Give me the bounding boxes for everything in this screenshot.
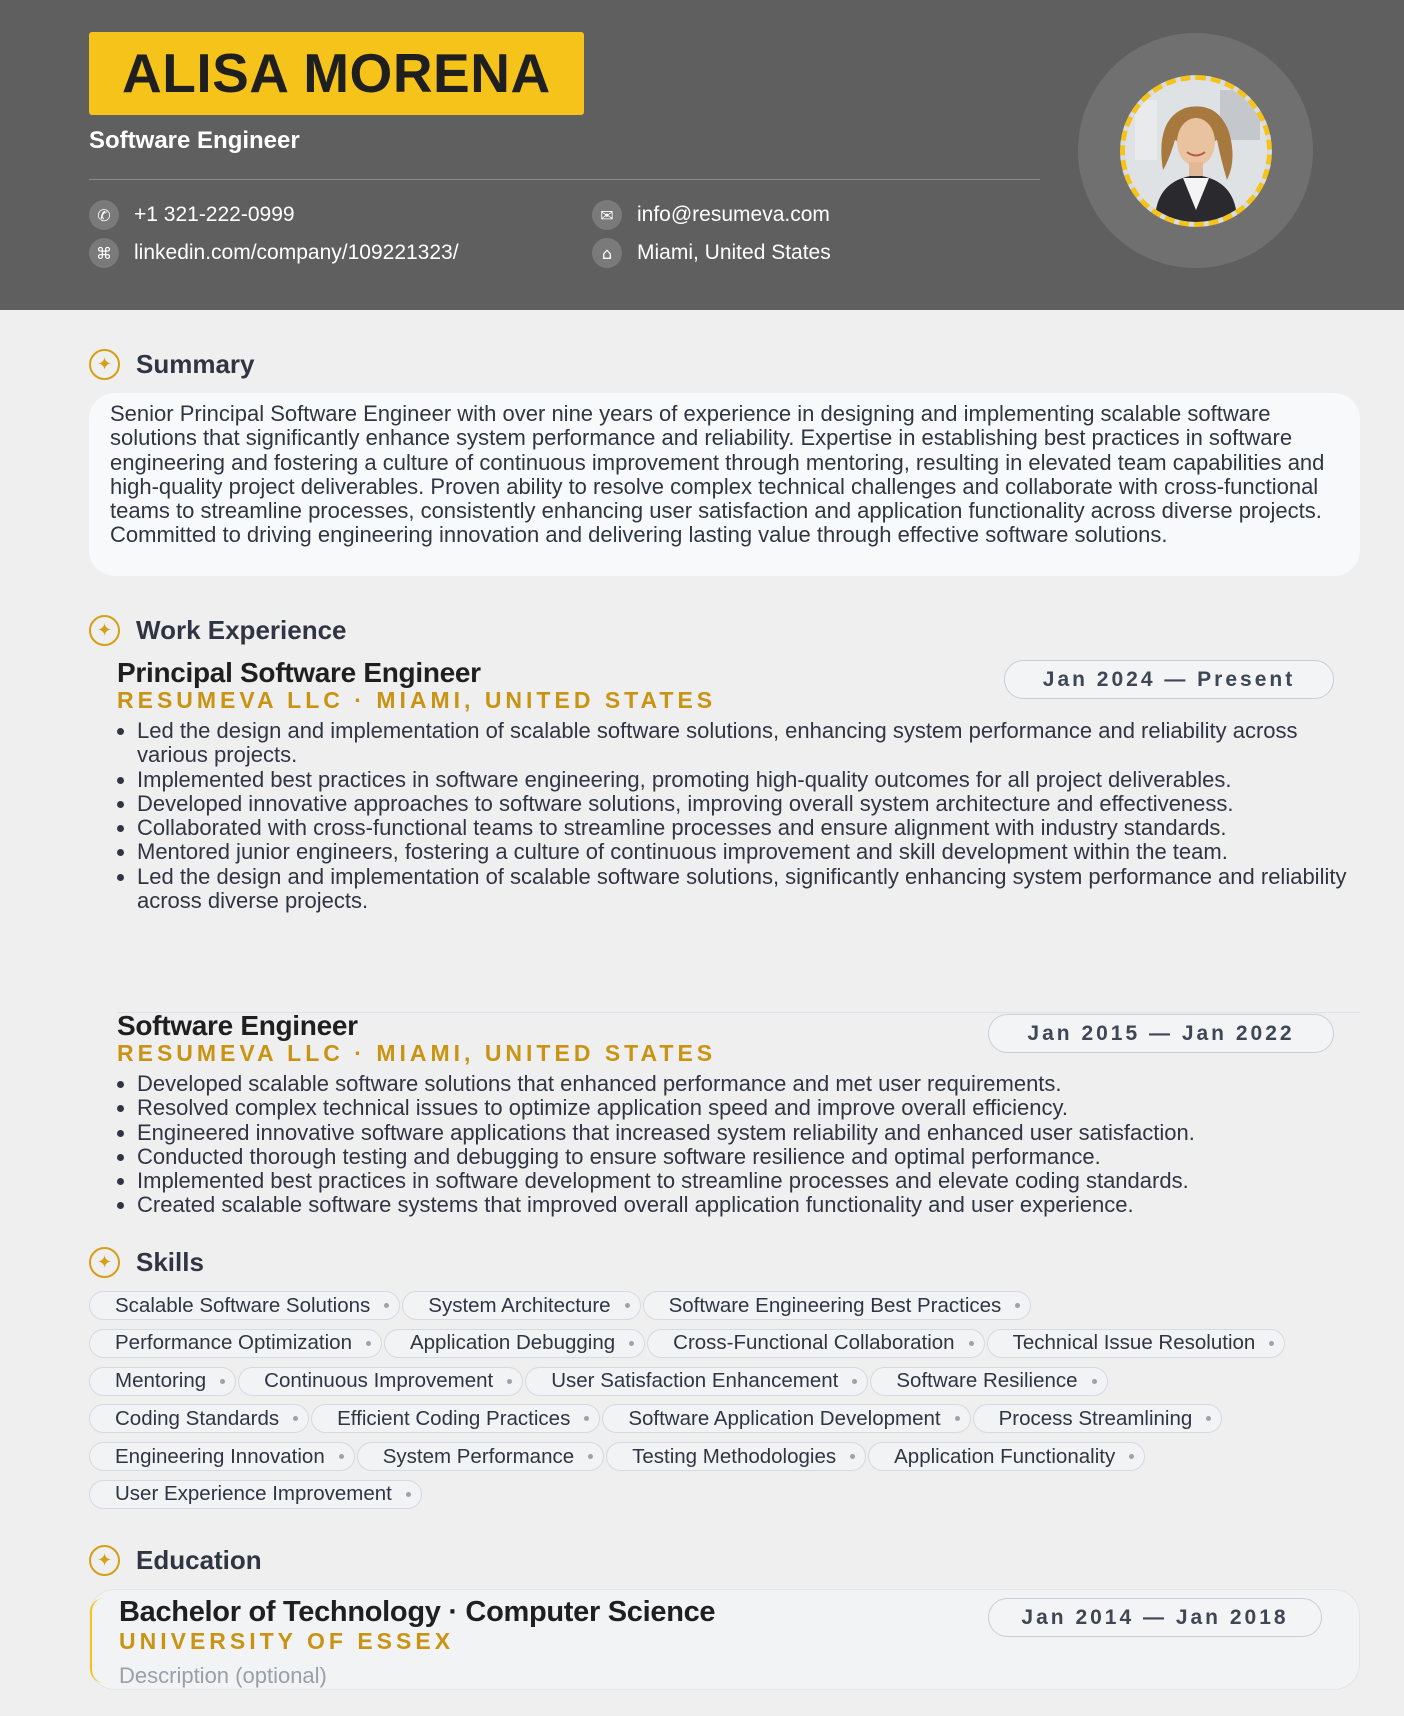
job-bullet: • Collaborated with cross-functional teams to streamline processes and ensure alignment with industry standards. <box>137 816 1357 840</box>
skill-chip: Testing Methodologies <box>606 1442 866 1471</box>
education-dates: Jan 2014 — Jan 2018 <box>988 1598 1322 1637</box>
job-bullet: • Conducted thorough testing and debugging to ensure software resilience and optimal performance. <box>137 1145 1357 1169</box>
job-bullet: • Developed innovative approaches to software solutions, improving overall system architecture and effectiveness. <box>137 792 1357 816</box>
job-dates: Jan 2015 — Jan 2022 <box>988 1014 1334 1053</box>
job-bullet: • Led the design and implementation of scalable software solutions, significantly enhancing system performance and reliability across diverse projects. <box>137 865 1357 914</box>
skill-chip: Technical Issue Resolution <box>987 1329 1286 1358</box>
name-banner <box>89 32 584 115</box>
section-education-label: Education <box>136 1545 262 1575</box>
resume-header <box>0 0 1404 310</box>
profile-photo <box>1120 75 1272 227</box>
education-accent <box>90 1598 106 1683</box>
summary-text: Senior Principal Software Engineer with over nine years of experience in designing and implementing scalable software solutions that significantly enhance system performance and reliability. Expertise in establishing best practices in software engineering and fostering a culture of continuous improvement through mentoring, resulting in elevated team capabilities and high-quality project deliverables. Proven ability to resolve complex technical challenges and collaborate with cross-functional teams to streamline processes, consistently enhancing user satisfaction and application functionality across diverse projects. Committed to driving engineering innovation and delivering lasting value through effective software solutions. <box>110 401 1325 548</box>
skill-row <box>89 1329 1379 1358</box>
skill-chip: Software Application Development <box>602 1404 970 1433</box>
skill-chip: User Experience Improvement <box>89 1480 422 1509</box>
skill-chip: Engineering Innovation <box>89 1442 355 1471</box>
skill-chip: Continuous Improvement <box>238 1367 523 1396</box>
job-bullet: • Developed scalable software solutions that enhanced performance and met user requirements. <box>137 1072 1357 1096</box>
skill-row <box>89 1442 1379 1471</box>
job-company: RESUMEVA LLC · MIAMI, UNITED STATES <box>117 1040 717 1066</box>
skill-chip: Efficient Coding Practices <box>311 1404 600 1433</box>
job-entry <box>89 1010 1360 1225</box>
skill-chip: Software Engineering Best Practices <box>643 1291 1032 1320</box>
job-bullet: • Created scalable software systems that improved overall application functionality and user experience. <box>137 1193 1357 1217</box>
section-summary-heading <box>89 349 255 380</box>
job-bullet: • Led the design and implementation of scalable software solutions, enhancing system performance and reliability across various projects. <box>137 719 1357 768</box>
summary-card <box>89 393 1360 576</box>
link-icon: ⌘ <box>89 238 119 268</box>
contact-phone <box>89 200 295 230</box>
skill-chip: Process Streamlining <box>973 1404 1223 1433</box>
phone-icon: ✆ <box>89 200 119 230</box>
education-card <box>89 1589 1360 1690</box>
section-experience-heading <box>89 615 347 646</box>
section-skills-heading <box>89 1247 204 1278</box>
skill-chip: System Architecture <box>402 1291 640 1320</box>
skill-row <box>89 1367 1379 1396</box>
skill-chip: Software Resilience <box>870 1367 1107 1396</box>
portrait-illustration <box>1125 80 1267 222</box>
education-degree: Bachelor of Technology · Computer Science <box>119 1596 716 1628</box>
phone-text: +1 321-222-0999 <box>134 203 295 226</box>
job-title: Principal Software Engineer <box>117 657 481 688</box>
job-bullet: • Implemented best practices in software development to streamline processes and elevate coding standards. <box>137 1169 1357 1193</box>
photo-ring <box>1078 33 1313 268</box>
skill-chip: Performance Optimization <box>89 1329 382 1358</box>
skill-chip: Application Functionality <box>868 1442 1145 1471</box>
location-text: Miami, United States <box>637 241 831 264</box>
contact-location <box>592 238 831 268</box>
skill-chip: Cross-Functional Collaboration <box>647 1329 984 1358</box>
skill-chip: Mentoring <box>89 1367 236 1396</box>
skill-row <box>89 1404 1379 1433</box>
job-company: RESUMEVA LLC · MIAMI, UNITED STATES <box>117 687 717 713</box>
job-bullets <box>137 719 1357 913</box>
job-dates: Jan 2024 — Present <box>1004 660 1334 699</box>
section-education-heading <box>89 1545 262 1576</box>
job-title: Software Engineer <box>117 1010 358 1041</box>
email-icon: ✉ <box>592 200 622 230</box>
job-bullet: • Engineered innovative software applications that increased system reliability and enhanced user satisfaction. <box>137 1121 1357 1145</box>
skill-chip: Coding Standards <box>89 1404 309 1433</box>
candidate-role: Software Engineer <box>89 127 300 154</box>
sparkle-icon: ✦ <box>89 1247 120 1278</box>
contact-linkedin[interactable] <box>89 238 459 268</box>
linkedin-text[interactable]: linkedin.com/company/109221323/ <box>134 241 459 264</box>
skill-row <box>89 1291 1379 1320</box>
job-bullet: • Mentored junior engineers, fostering a culture of continuous improvement and skill development within the team. <box>137 840 1357 864</box>
education-school: UNIVERSITY OF ESSEX <box>119 1628 455 1654</box>
contact-email[interactable] <box>592 200 830 230</box>
candidate-name: ALISA MORENA <box>122 42 551 104</box>
education-description[interactable]: Description (optional) <box>119 1663 327 1688</box>
skill-row <box>89 1480 1379 1509</box>
header-divider <box>89 179 1040 180</box>
skill-chip: Application Debugging <box>384 1329 645 1358</box>
job-bullets <box>137 1072 1357 1218</box>
job-bullet: • Resolved complex technical issues to optimize application speed and improve overall efficiency. <box>137 1096 1357 1120</box>
email-text[interactable]: info@resumeva.com <box>637 203 830 226</box>
skills-list <box>89 1291 1379 1518</box>
home-icon: ⌂ <box>592 238 622 268</box>
sparkle-icon: ✦ <box>89 349 120 380</box>
section-summary-label: Summary <box>136 349 255 379</box>
job-entry <box>89 657 1360 1012</box>
job-bullet: • Implemented best practices in software engineering, promoting high-quality outcomes for all project deliverables. <box>137 768 1357 792</box>
section-skills-label: Skills <box>136 1247 204 1277</box>
skill-chip: System Performance <box>357 1442 604 1471</box>
sparkle-icon: ✦ <box>89 615 120 646</box>
sparkle-icon: ✦ <box>89 1545 120 1576</box>
skill-chip: User Satisfaction Enhancement <box>525 1367 868 1396</box>
section-experience-label: Work Experience <box>136 615 347 645</box>
skill-chip: Scalable Software Solutions <box>89 1291 400 1320</box>
